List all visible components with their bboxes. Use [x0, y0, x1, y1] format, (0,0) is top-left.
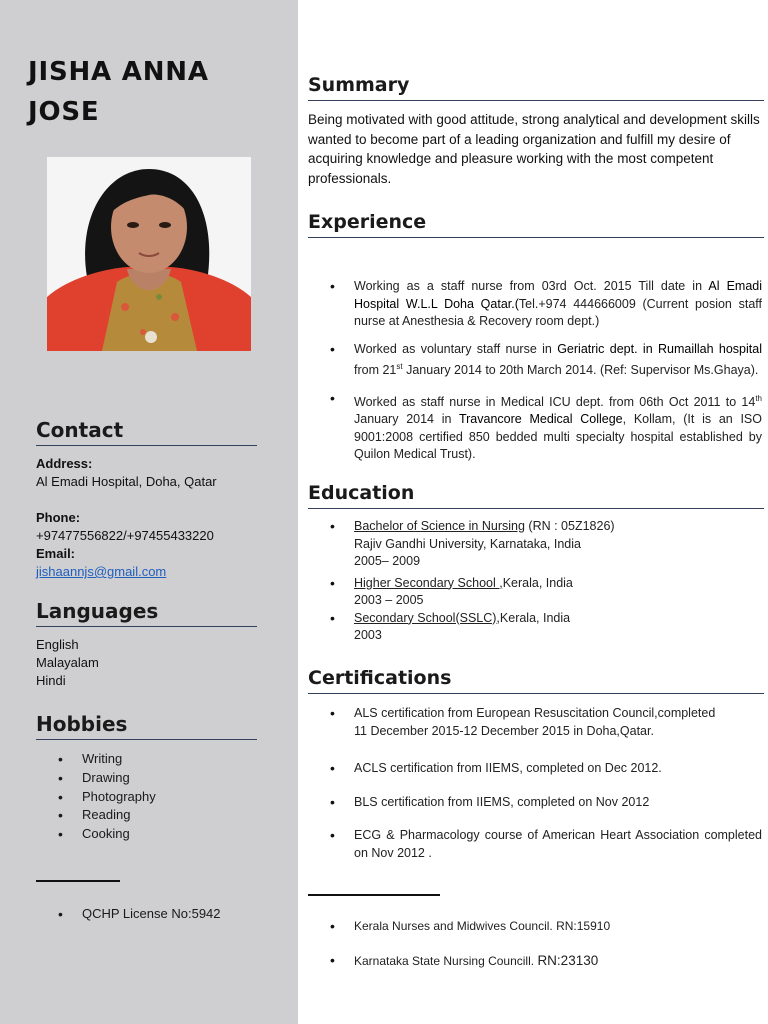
registrations-list: [308, 918, 762, 970]
experience-heading: Experience: [308, 211, 764, 238]
main-divider: [308, 894, 440, 896]
experience-text: Tel.+974 444666009 (Current posion staff nurse at Anesthesia & Recovery room dept.): [354, 296, 762, 328]
degree-institution: Rajiv Gandhi University, Karnataka, India: [354, 536, 581, 551]
languages-heading: Languages: [36, 599, 257, 627]
registration-number: RN:23130: [537, 952, 599, 968]
hobby-item: • Reading: [36, 806, 276, 825]
degree-years: 2003: [354, 628, 382, 642]
certification-item: • ECG & Pharmacology course of American Heart Association completed on Nov 2012 .: [308, 827, 762, 862]
certifications-heading: Certifications: [308, 667, 764, 694]
education-item: [308, 575, 762, 610]
ordinal-suffix: th: [755, 393, 762, 403]
certification-item: • BLS certification from IIEMS, completed on Nov 2012: [308, 794, 762, 812]
contact-heading: Contact: [36, 418, 257, 446]
license-list: [36, 905, 276, 924]
experience-employer: Al Emadi Hospital W.L.L Doha Qatar.(: [354, 279, 762, 311]
experience-employer: Travancore Medical College: [458, 412, 623, 427]
license-item: • QCHP License No:5942: [36, 905, 276, 924]
experience-item: [308, 341, 762, 380]
language-item: Malayalam: [36, 655, 99, 670]
registration-text: Karnataka State Nursing Councill.: [354, 953, 538, 968]
degree-detail: Kerala, India: [502, 575, 573, 590]
degree-years: 2005– 2009: [354, 554, 421, 568]
address-label: Address:: [36, 456, 93, 471]
education-item: [308, 518, 762, 571]
email-link[interactable]: jishaannjs@gmail.com: [36, 564, 167, 579]
degree-title: Higher Secondary School ,: [354, 575, 503, 590]
email-label: Email:: [36, 546, 76, 561]
registration-item: [308, 952, 762, 971]
education-list: [308, 518, 762, 645]
summary-heading: Summary: [308, 74, 764, 101]
degree-years: 2003 – 2005: [354, 593, 424, 607]
certification-text: 11 December 2015-12 December 2015 in Doha,Qatar.: [354, 723, 654, 738]
certifications-list: [308, 705, 762, 862]
language-item: English: [36, 637, 79, 652]
hobby-item: • Writing: [36, 750, 276, 769]
ordinal-suffix: st: [396, 362, 403, 371]
experience-employer: Geriatric dept. in Rumaillah hospital: [557, 341, 762, 356]
experience-text: , Kollam, (It is an ISO 9001:2008 certified 850 bedded multi specialty hospital established by Quilon Medical Trust).: [354, 412, 762, 462]
certification-item: [308, 705, 762, 740]
candidate-name: JISHA ANNA JOSE: [28, 57, 209, 127]
certification-item: • ACLS certification from IIEMS, completed on Dec 2012.: [308, 760, 762, 778]
main-content: [298, 0, 768, 1024]
experience-text: January 2014 in: [354, 412, 459, 427]
experience-text: Working as a staff nurse from 03rd Oct. 2015 Till date in: [354, 279, 709, 293]
degree-title: Bachelor of Science in Nursing: [354, 519, 525, 533]
sidebar-divider: [36, 880, 120, 882]
phone-value: +97477556822/+97455433220: [36, 528, 214, 543]
sidebar: [0, 0, 298, 1024]
contact-details: [36, 455, 217, 581]
experience-text: January 2014 to 20th March 2014. (Ref: Supervisor Ms.Ghaya).: [402, 363, 759, 378]
experience-list: [308, 278, 762, 464]
hobbies-list: [36, 750, 276, 844]
hobbies-heading: Hobbies: [36, 712, 257, 740]
language-item: Hindi: [36, 673, 66, 688]
experience-text: Worked as voluntary staff nurse in: [354, 341, 558, 356]
certification-text: ALS certification from European Resuscitation Council,completed: [354, 706, 716, 720]
experience-text: Worked as staff nurse in Medical ICU dept. from 06th Oct 2011 to 14: [354, 394, 756, 409]
hobby-item: • Photography: [36, 788, 276, 807]
education-heading: Education: [308, 482, 764, 509]
experience-text: from 21: [354, 363, 397, 378]
summary-text: Being motivated with good attitude, strong analytical and development skills wanted to become part of a leading organization and fulfill my desire of acquiring knowledge and pleasure working with the most competent professionals.: [308, 112, 760, 186]
hobby-item: • Drawing: [36, 769, 276, 788]
experience-item: [308, 278, 762, 331]
education-item: [308, 610, 762, 645]
hobby-item: • Cooking: [36, 825, 276, 844]
registration-item: • Kerala Nurses and Midwives Council. RN:15910: [308, 918, 762, 936]
experience-item: [308, 390, 762, 464]
address-value: Al Emadi Hospital, Doha, Qatar: [36, 474, 217, 489]
languages-list: [36, 636, 99, 690]
degree-title: Secondary School(SSLC),: [354, 610, 500, 625]
degree-detail: Kerala, India: [499, 610, 571, 625]
degree-detail: (RN : 05Z1826): [524, 519, 615, 533]
phone-label: Phone:: [36, 510, 81, 525]
profile-photo: [47, 157, 251, 351]
